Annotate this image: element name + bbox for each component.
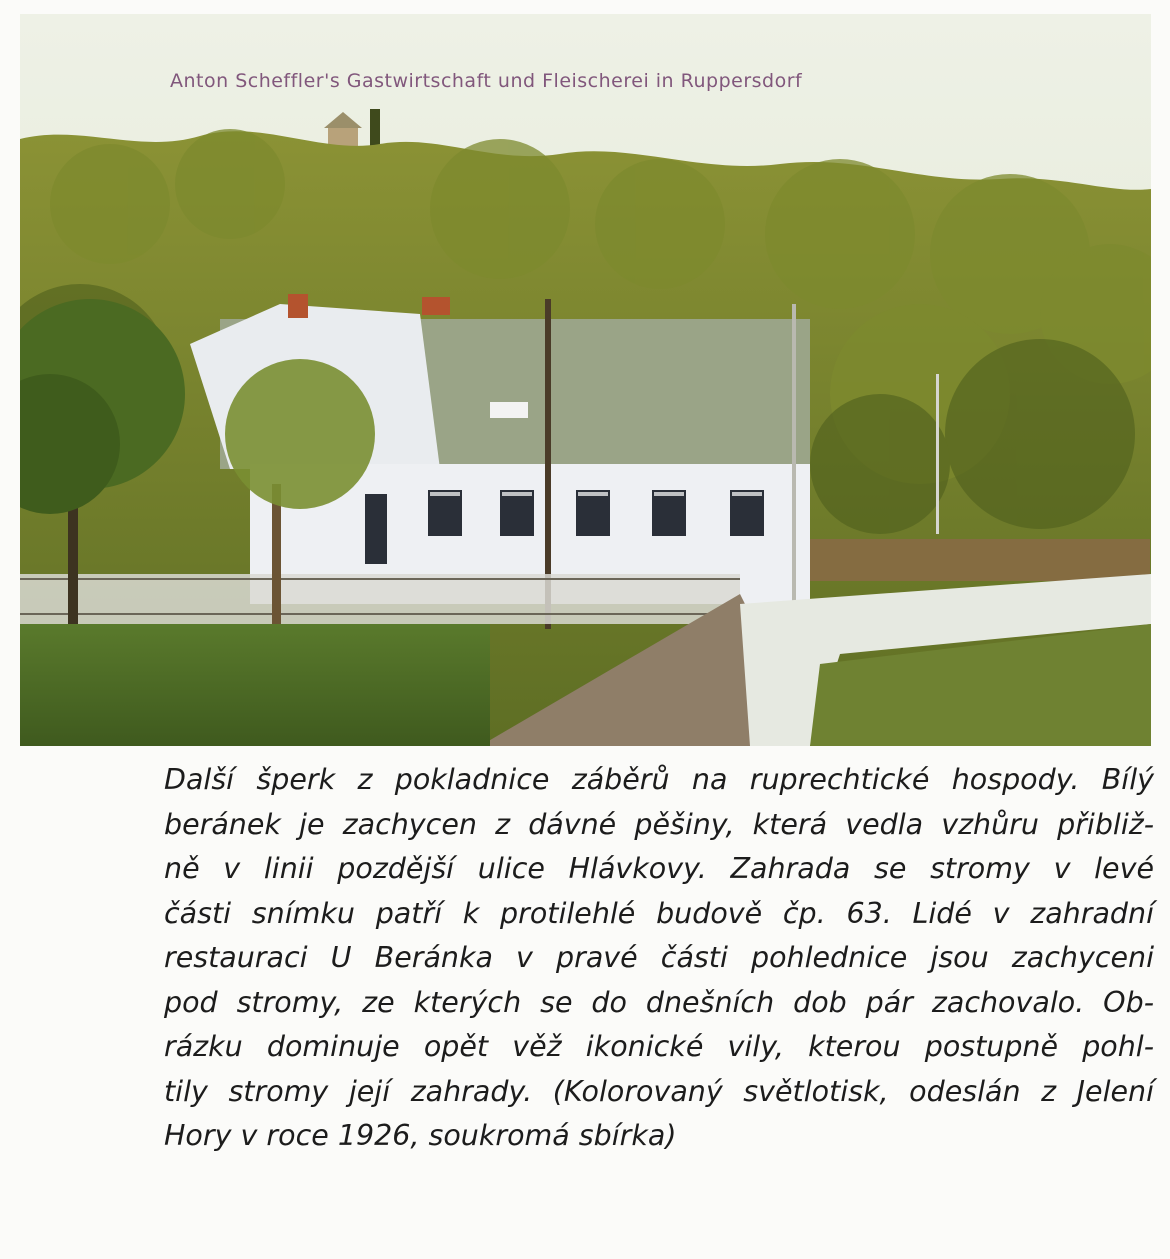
caption-line: tily stromy její zahrady. (Kolorovaný světlotisk, odeslán z Jelení bbox=[164, 1074, 1154, 1108]
photo-caption bbox=[164, 758, 1154, 1159]
photo-illustration bbox=[20, 14, 1151, 746]
caption-line: části snímku patří k protilehlé budově čp. 63. Lidé v zahradní bbox=[164, 896, 1154, 930]
caption-line: Hory v roce 1926, soukromá sbírka) bbox=[164, 1119, 677, 1152]
caption-line: pod stromy, ze kterých se do dnešních dob pár zachovalo. Ob- bbox=[164, 985, 1154, 1019]
postcard-photo bbox=[20, 14, 1151, 746]
postcard-stamp-text: Anton Scheffler's Gastwirtschaft und Fleischerei in Ruppersdorf bbox=[170, 70, 803, 92]
caption-line: Další šperk z pokladnice záběrů na ruprechtické hospody. Bílý bbox=[164, 763, 1154, 796]
caption-line: beránek je zachycen z dávné pěšiny, která vedla vzhůru přibliž- bbox=[164, 807, 1154, 841]
caption-line: rázku dominuje opět věž ikonické vily, kterou postupně pohl- bbox=[164, 1030, 1154, 1063]
caption-line: restauraci U Beránka v pravé části pohlednice jsou zachyceni bbox=[164, 941, 1154, 974]
caption-line: ně v linii pozdější ulice Hlávkovy. Zahrada se stromy v levé bbox=[164, 852, 1154, 885]
